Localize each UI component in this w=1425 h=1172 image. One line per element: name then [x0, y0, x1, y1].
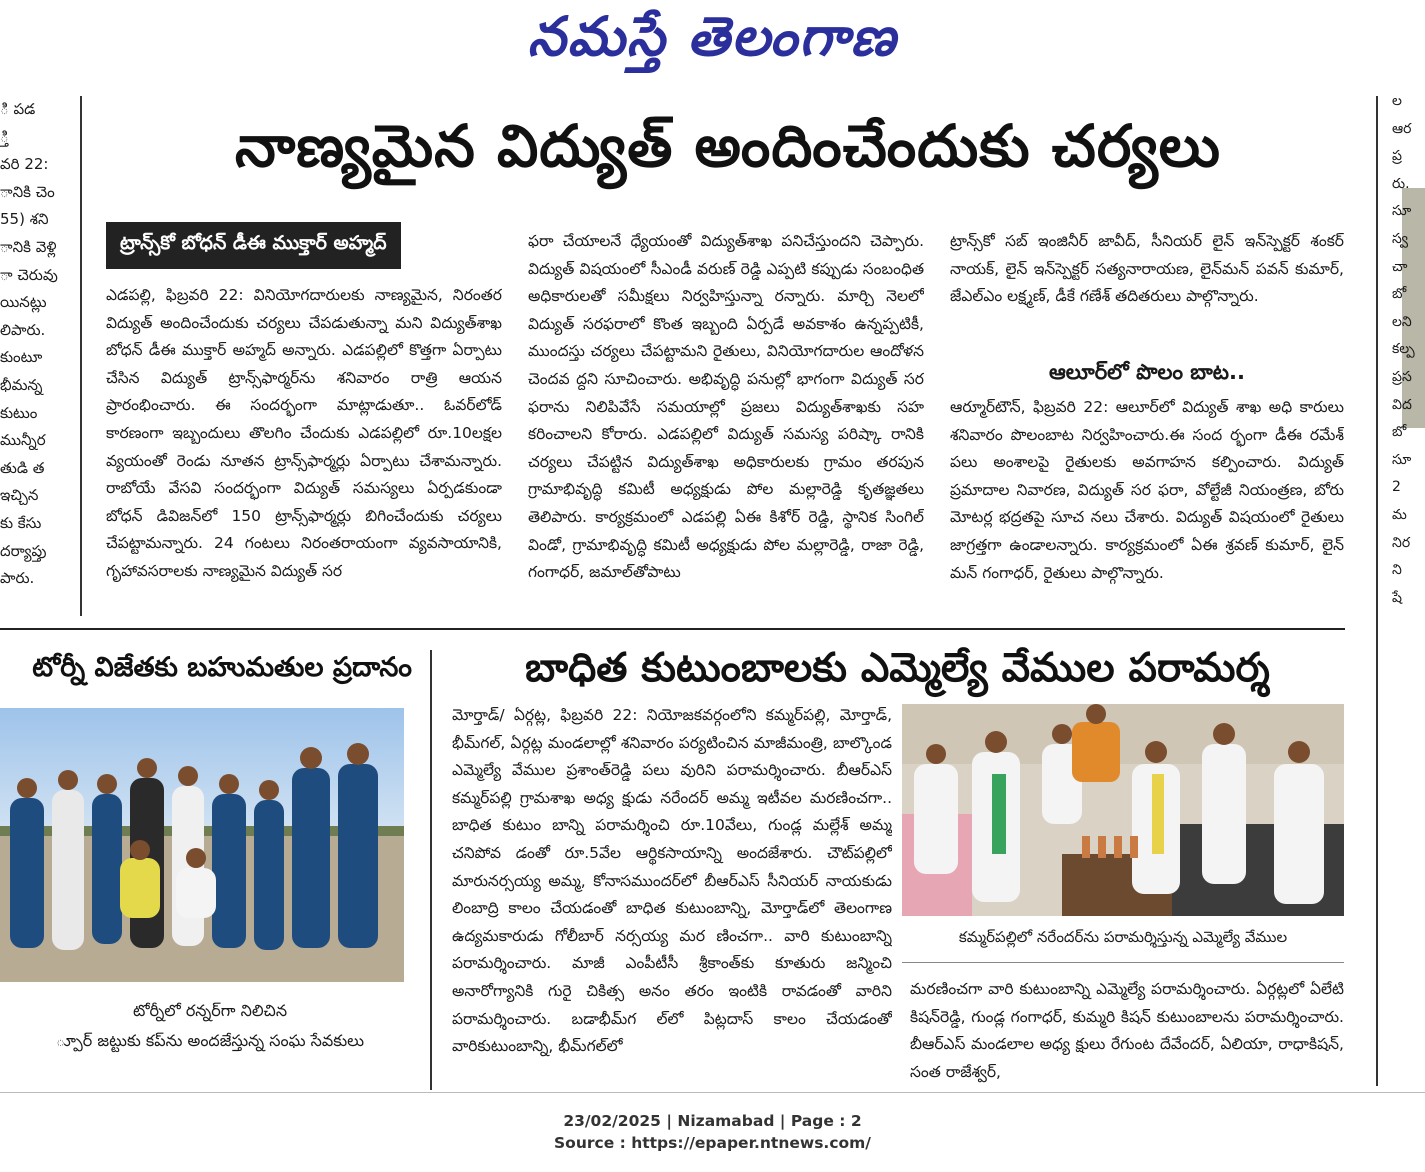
left-edge-line: ్తి [0, 127, 9, 146]
footer-date-edition: 23/02/2025 | Nizamabad | Page : 2 [563, 1112, 862, 1130]
left-edge-line: ా చెరువు [0, 265, 58, 284]
mla-story-column-1 [452, 702, 892, 1088]
right-edge-line: సూ [1392, 451, 1412, 468]
main-story-subhead: ఆలూర్‌లో పొలం బాట.. [1049, 360, 1245, 384]
left-edge-line: తుడి త [0, 458, 45, 477]
mla-visit-photo [902, 704, 1344, 916]
mla-story-column-2 [910, 976, 1344, 1088]
left-edge-line: దర్యాప్తు [0, 541, 47, 560]
right-edge-line: విద [1392, 396, 1412, 413]
right-edge-line: ల [1392, 93, 1402, 109]
left-edge-line: భీమన్న [0, 375, 43, 394]
section-divider [0, 628, 1345, 630]
right-edge-line: ఆర [1392, 120, 1412, 137]
main-story-column-2 [528, 228, 924, 616]
main-story-column-1-text: ఎడపల్లి, ఫిబ్రవరి 22: వినియోగదారులకు నాణ్యమైన, నిరంతర విద్యుత్ అందించేందుకు చర్యలు చేపడుతున్నా మని విద్యుత్‌శాఖ బోధన్ డీఈ ముక్తార్ అహ్మద్ అన్నారు. ఎడపల్లిలో కొత్తగా ఏర్పాటు చేసిన విద్యుత్ ట్రాన్స్‌ఫార్మర్‌ను శనివారం రాత్రి ఆయన ప్రారంభించారు. ఈ సందర్భంగా మాట్లాడుతూ.. ఓవర్‌లోడ్ కారణంగా ఇబ్బందులు తొలగిం చేందుకు ఎడపల్లిలో రూ.10లక్షల వ్యయంతో రెండు నూతన ట్రాన్స్‌ఫార్మర్లు ఏర్పాటు చేశామన్నారు. రాబోయే వేసవి సందర్భంగా విద్యుత్ సమస్యలు ఏర్పడకుండా బోధన్ డివిజన్‌లో 150 ట్రాన్స్‌ఫార్మర్లు బిగించేందుకు చర్యలు చేపట్టామన్నారు. 24 గంటలు నిరంతరాయంగా వ్యవసాయానికి, గృహావసరాలకు నాణ్యమైన విద్యుత్ సర [106, 286, 502, 580]
left-column-divider [80, 96, 82, 616]
footer-source-link[interactable]: Source : https://epaper.ntnews.com/ [554, 1134, 871, 1152]
mla-story-column-2-text: మరణించగా వారి కుటుంబాన్ని ఎమ్మెల్యే పరామర్శించారు. ఏర్గట్లలో ఏలేటి కిషన్‌రెడ్డి, గుండ్ల గంగాధర్, కుమ్మరి కిషన్ కుటుంబాలను పరామర్శించారు. బీఆర్ఎస్ మండలాల అధ్య క్షులు రేగుంట దేవేందర్, ఏలియా, రాధాకిషన్, సంత రాజేశ్వర్, [910, 980, 1344, 1081]
main-story-column-3b-text: ఆర్మూర్‌టౌన్, ఫిబ్రవరి 22: ఆలూర్‌లో విద్యుత్ శాఖ అధి కారులు శనివారం పొలంబాట నిర్వహించారు.ఈ సంద ర్భంగా డీఈ రమేశ్ పలు అంశాలపై రైతులకు అవగాహన కల్పించారు. విద్యుత్ ప్రమాదాల నివారణ, విద్యుత్ సర ఫరా, వోల్టేజీ నియంత్రణ, బోరు మోటర్ల భద్రతపై సూచ నలు చేశారు. విద్యుత్ విషయంలో రైతులు జాగ్రత్తగా ఉండాలన్నారు. కార్యక్రమంలో ఏఈ శ్రవణ్ కుమార్, లైన్ మన్ గంగాధర్, రైతులు పాల్గొన్నారు. [950, 398, 1344, 582]
right-edge-line: ప్ర [1392, 148, 1402, 165]
left-edge-line: ానికి వెళ్లి [0, 237, 57, 256]
mla-story-headline: బాధిత కుటుంబాలకు ఎమ్మెల్యే వేముల పరామర్శ [525, 645, 1270, 691]
right-edge-line: బో [1392, 286, 1407, 303]
main-story-headline: నాణ్యమైన విద్యుత్ అందించేందుకు చర్యలు [235, 112, 1221, 180]
team-photo-caption-line-1: టోర్నీలో రన్నర్‌గా నిలిచిన [132, 1001, 288, 1020]
team-photo-caption-line-2: ్పూర్ జట్టుకు కప్‌ను అందజేస్తున్న సంఘ సేవకులు [56, 1031, 364, 1050]
right-edge-line: ని [1392, 562, 1402, 579]
right-column-divider [1376, 96, 1378, 1086]
left-edge-line: లిపారు. [0, 320, 46, 339]
main-story-column-3b [950, 394, 1344, 616]
left-edge-line: ి పడ [0, 100, 36, 118]
mla-visit-photo-graphic [902, 704, 1344, 916]
main-story-column-3 [950, 228, 1344, 340]
right-edge-line: షే [1392, 589, 1402, 606]
left-edge-line: కుంటూ [0, 348, 43, 367]
right-edge-line: కల్ప [1392, 341, 1415, 358]
left-edge-line: ఇచ్చిన [0, 486, 39, 505]
left-edge-line: వరి 22: [0, 155, 49, 174]
sports-story-headline: టోర్నీ విజేతకు బహుమతుల ప్రదానం [32, 652, 412, 683]
main-story-column-1 [106, 282, 502, 614]
left-edge-line: పారు. [0, 569, 35, 588]
right-edge-line: నిర [1392, 534, 1411, 551]
right-edge-line: మ [1392, 506, 1407, 523]
right-edge-line: 2 [1392, 479, 1401, 496]
sports-column-divider [430, 650, 432, 1090]
right-edge-line: చా [1392, 258, 1408, 275]
main-story-column-2-text: ఫరా చేయాలనే ధ్యేయంతో విద్యుత్‌శాఖ పనిచేస్తుందని చెప్పారు. విద్యుత్ విషయంలో సీఎండీ వరుణ్ రెడ్డి ఎప్పటి కప్పుడు సంబంధిత అధికారులతో సమీక్షలు నిర్వహిస్తున్నా రన్నారు. మార్చి నెలలో విద్యుత్ సరఫరాలో కొంత ఇబ్బంది ఏర్పడే అవకాశం ఉన్నప్పటికీ, ముందస్తు చర్యలు చేపట్టామని రైతులు, వినియోగదారుల ఆందోళన చెందవ ద్దని సూచించారు. అభివృద్ధి పనుల్లో భాగంగా విద్యుత్ సర ఫరాను నిలిపివేసే సమయాల్లో ప్రజలు విద్యుత్‌శాఖకు సహ కరించాలని కోరారు. ఎడపల్లిలో విద్యుత్ సమస్య పరిష్కా రానికి చర్యలు చేపట్టిన విద్యుత్‌శాఖ అధికారులకు గ్రామం తరపున గ్రామాభివృద్ధి కమిటీ అధ్యక్షుడు పోల మల్లారెడ్డి కృతజ్ఞతలు తెలిపారు. కార్యక్రమంలో ఎడపల్లి ఏఈ కిశోర్ రెడ్డి, స్థానిక సింగిల్ విండో, గ్రామాభివృద్ధి కమిటీ అధ్యక్షుడు పోల మల్లారెడ్డి, రాజా రెడ్డి, గంగాధర్, జమాల్‌తోపాటు [528, 232, 924, 582]
main-story-column-3-text: ట్రాన్స్‌కో సబ్ ఇంజినీర్ జావీద్, సీనియర్ లైన్ ఇన్‌స్పెక్టర్ శంకర్ నాయక్, లైన్ ఇన్‌స్పెక్టర్ సత్యనారాయణ, లైన్‌మన్ పవన్ కుమార్, జేఎల్ఎం లక్ష్మణ్, డీకే గణేశ్ తదితరులు పాల్గొన్నారు. [950, 232, 1344, 306]
right-edge-line: బో [1392, 424, 1407, 441]
right-edge-line: లని [1392, 313, 1412, 330]
mla-story-column-1-text: మోర్తాడ్/ ఏర్గట్ల, ఫిబ్రవరి 22: నియోజకవర్గంలోని కమ్మర్‌పల్లి, మోర్తాడ్, భీమ్‌గల్, ఏర్గట్ల మండలాల్లో శనివారం పర్యటించిన మాజీమంత్రి, బాల్కొండ ఎమ్మెల్యే వేముల ప్రశాంత్‌రెడ్డి పలు వురిని పరామర్శించారు. బీఆర్ఎస్ కమ్మర్‌పల్లి గ్రామశాఖ అధ్య క్షుడు నరేందర్ అమ్మ ఇటీవల మరణించగా.. బాధిత కుటుం బాన్ని పరామర్శించి రూ.10వేలు, గుండ్ల మల్లేశ్ అమ్మ చనిపోవ డంతో రూ.5వేల ఆర్థికసాయాన్ని అందజేశారు. చౌట్‌పల్లిలో మారునర్సయ్య అమ్మ, కోనాసముందర్‌లో బీఆర్ఎస్ సీనియర్ నాయకుడు లింబాద్రి కాలం చేయడంతో బాధిత కుటుంబాన్ని, మోర్తాడ్‌లో తెలంగాణ ఉద్యమకారుడు గోలీబార్ నర్సయ్య మర ణించగా.. వారి కుటుంబాన్ని పరామర్శించారు. మాజీ ఎంపీటీసీ శ్రీకాంత్‌కు కూతురు జన్మించి అనారోగ్యానికి గురై చికిత్స అనం తరం ఇంటికి రావడంతో వారిని పరామర్శించారు. బడాభీమ్‌గ ల్‌లో పిట్లదాస్ కాలం చేయడంతో వారికుటుంబాన్ని, భీమ్‌గల్‌లో [452, 706, 892, 1056]
team-trophy-photo [0, 708, 404, 982]
left-edge-line: 55) శని [0, 210, 49, 229]
left-edge-line: కు కేసు [0, 513, 42, 532]
main-story-kicker: ట్రాన్స్‌కో బోధన్ డీఈ ముక్తార్ అహ్మద్ [106, 222, 401, 269]
right-edge-line: సూ [1392, 203, 1412, 220]
mla-photo-caption: కమ్మర్‌పల్లిలో నరేందర్‌ను పరామర్శిస్తున్న ఎమ్మెల్యే వేముల [958, 928, 1288, 946]
right-edge-line: స్వ [1392, 230, 1409, 247]
page-bottom-divider [0, 1092, 1425, 1093]
team-trophy-photo-graphic [0, 708, 404, 982]
left-edge-line: ానికి చెం [0, 182, 55, 201]
right-edge-line: ప్రస [1392, 368, 1412, 385]
left-edge-column [0, 96, 60, 616]
newspaper-masthead: నమస్తే తెలంగాణ [527, 4, 898, 68]
mla-caption-divider [902, 962, 1344, 963]
left-edge-line: మున్నీర [0, 431, 46, 450]
left-edge-line: యినట్లు [0, 293, 47, 312]
right-edge-column [1392, 88, 1425, 1088]
right-edge-line: రు. [1392, 175, 1410, 192]
left-edge-line: కుటుం [0, 403, 38, 422]
